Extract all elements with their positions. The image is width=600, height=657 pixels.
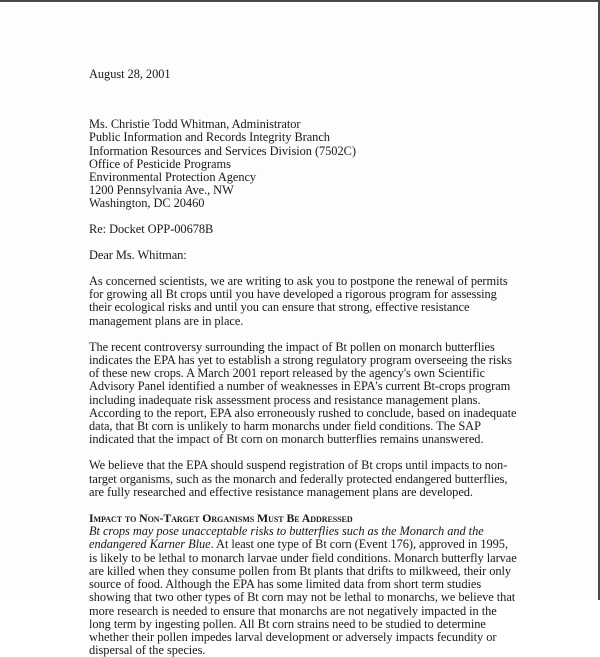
- paragraph-controversy: The recent controversy surrounding the impact of Bt pollen on monarch butterflies indicates the EPA has yet to establish a strong regulatory program overseeing the risks of these new crops. A March 2001 report released by the agency's own Scientific Advisory Panel identified a number of weaknesses in EPA's current Bt-crops program including inadequate risk assessment process and resistance management plans. According to the report, EPA also erroneously rushed to conclude, based on inadequate data, that Bt corn is unlikely to harm monarchs under field conditions. The SAP indicated that the impact of Bt corn on monarch butterflies remains unanswered.: [89, 339, 517, 447]
- paragraph-recommendation: We believe that the EPA should suspend registration of Bt crops until impacts to non-target organisms, such as the monarch and federally protected endangered butterflies, are fully researched and effective resistance management plans are developed.: [89, 458, 508, 499]
- recipient-name: Ms. Christie Todd Whitman, Administrator: [89, 117, 301, 132]
- recipient-address: [89, 118, 519, 210]
- recipient-office: Office of Pesticide Programs: [89, 156, 231, 171]
- section-body: . At least one type of Bt corn (Event 176), approved in 1995, is likely to be lethal to monarch larvae under field conditions. Monarch butterfly larvae are killed when they consume pollen from Bt plants that drifts to milkweed, their only source of food. Although the EPA has some limited data from short term studies showing that two other types of Bt corn may not be lethal to monarchs, we believe that more research is needed to ensure that monarchs are not negatively impacted in the long term by ingesting pollen. All Bt corn strains need to be studied to determine whether their pollen impedes larval development or adversely impacts fecundity or dispersal of the species.: [89, 537, 517, 657]
- salutation: Dear Ms. Whitman:: [89, 247, 187, 262]
- recipient-branch: Public Information and Records Integrity Branch: [89, 130, 330, 145]
- recipient-city: Washington, DC 20460: [89, 196, 205, 211]
- recipient-agency: Environmental Protection Agency: [89, 170, 257, 185]
- section-heading: Impact to Non-Target Organisms Must Be Addressed: [89, 511, 353, 526]
- section-lead-italic: Bt crops may pose unacceptable risks to butterflies such as the Monarch and the endangered Karner Blue: [89, 524, 484, 552]
- letter-body: [89, 68, 519, 657]
- re-line: Re: Docket OPP-00678B: [89, 221, 214, 236]
- recipient-street: 1200 Pennsylvania Ave., NW: [89, 183, 234, 198]
- letter-date: August 28, 2001: [89, 67, 171, 81]
- paragraph-intro: As concerned scientists, we are writing to ask you to postpone the renewal of permits for growing all Bt crops until you have developed a rigorous program for assessing their ecological risks and until you can ensure that strong, effective resistance management plans are in place.: [89, 274, 508, 328]
- section-paragraph: [89, 525, 519, 657]
- recipient-division: Information Resources and Services Division (7502C): [89, 143, 356, 158]
